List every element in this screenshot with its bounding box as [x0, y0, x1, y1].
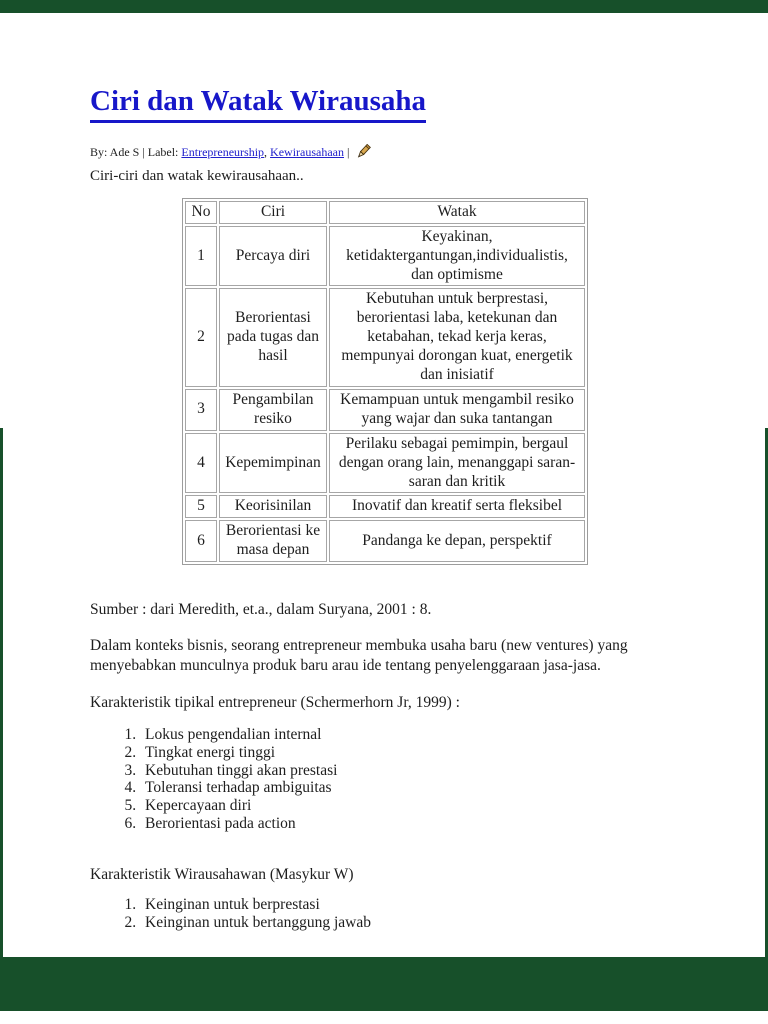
table-row — [185, 226, 585, 287]
list1-heading: Karakteristik tipikal entrepreneur (Schermerhorn Jr, 1999) : — [90, 693, 460, 711]
viewer-left-edge — [0, 428, 3, 957]
table-row — [185, 389, 585, 431]
byline-suffix: | — [344, 144, 353, 159]
ciri-watak-table — [182, 198, 588, 565]
table-row — [185, 288, 585, 387]
cell-no: 6 — [185, 520, 217, 562]
header-watak: Watak — [329, 201, 585, 224]
cell-ciri: Kepemimpinan — [219, 433, 327, 494]
entrepreneur-characteristics-list — [90, 726, 680, 833]
cell-watak: Kebutuhan untuk berprestasi, berorientasi laba, ketekunan dan ketabahan, tekad kerja keras, mempunyai dorongan kuat, energetik dan inisiatif — [329, 288, 585, 387]
source-note: Sumber : dari Meredith, et.a., dalam Suryana, 2001 : 8. — [90, 601, 432, 619]
cell-no: 1 — [185, 226, 217, 287]
wirausahawan-characteristics-list — [90, 896, 680, 932]
pencil-icon[interactable] — [355, 143, 372, 164]
byline-separator: , — [264, 144, 271, 159]
label-link-entrepreneurship[interactable]: Entrepreneurship — [181, 144, 265, 159]
cell-watak: Kemampuan untuk mengambil resiko yang wajar dan suka tantangan — [329, 389, 585, 431]
cell-ciri: Berorientasi pada tugas dan hasil — [219, 288, 327, 387]
table-row — [185, 433, 585, 494]
list-item: 2. Tingkat energi tinggi — [140, 744, 680, 762]
list-item: 4. Toleransi terhadap ambiguitas — [140, 779, 680, 797]
cell-no: 3 — [185, 389, 217, 431]
list-item: 2. Keinginan untuk bertanggung jawab — [140, 914, 680, 932]
header-ciri: Ciri — [219, 201, 327, 224]
byline-prefix: By: Ade S | Label: — [90, 144, 182, 159]
cell-watak: Perilaku sebagai pemimpin, bergaul dengan orang lain, menanggapi saran-saran dan kritik — [329, 433, 585, 494]
viewer-bottom-bar — [0, 957, 768, 1011]
paragraph-line: menyebabkan munculnya produk baru arau ide tentang penyelenggaraan jasa-jasa. — [90, 656, 601, 674]
cell-ciri: Percaya diri — [219, 226, 327, 287]
cell-watak: Inovatif dan kreatif serta fleksibel — [329, 495, 585, 518]
table-row — [185, 520, 585, 562]
intro-text: Ciri-ciri dan watak kewirausahaan.. — [90, 167, 304, 184]
table-body — [185, 226, 585, 563]
cell-no: 5 — [185, 495, 217, 518]
list-item: 1. Lokus pengendalian internal — [140, 726, 680, 744]
context-paragraph — [90, 636, 680, 675]
paragraph-line: Dalam konteks bisnis, seorang entrepreneur membuka usaha baru (new ventures) yang — [90, 637, 628, 655]
header-no: No — [185, 201, 217, 224]
cell-no: 2 — [185, 288, 217, 387]
page-title — [90, 84, 680, 123]
cell-ciri: Keorisinilan — [219, 495, 327, 518]
cell-watak: Pandanga ke depan, perspektif — [329, 520, 585, 562]
cell-ciri: Berorientasi ke masa depan — [219, 520, 327, 562]
list-item: 1. Keinginan untuk berprestasi — [140, 896, 680, 914]
cell-no: 4 — [185, 433, 217, 494]
list-item: 3. Kebutuhan tinggi akan prestasi — [140, 762, 680, 780]
list2-heading: Karakteristik Wirausahawan (Masykur W) — [90, 865, 354, 883]
cell-watak: Keyakinan, ketidaktergantungan,individualistis, dan optimisme — [329, 226, 585, 287]
post-title-link[interactable]: Ciri dan Watak Wirausaha — [90, 84, 426, 123]
list-item: 6. Berorientasi pada action — [140, 815, 680, 833]
viewer-top-bar — [0, 0, 768, 13]
table-header-row — [185, 201, 585, 224]
byline — [90, 143, 680, 164]
cell-ciri: Pengambilan resiko — [219, 389, 327, 431]
table-row — [185, 495, 585, 518]
article-content — [90, 84, 680, 931]
label-link-kewirausahaan[interactable]: Kewirausahaan — [270, 144, 345, 159]
list-item: 5. Kepercayaan diri — [140, 797, 680, 815]
